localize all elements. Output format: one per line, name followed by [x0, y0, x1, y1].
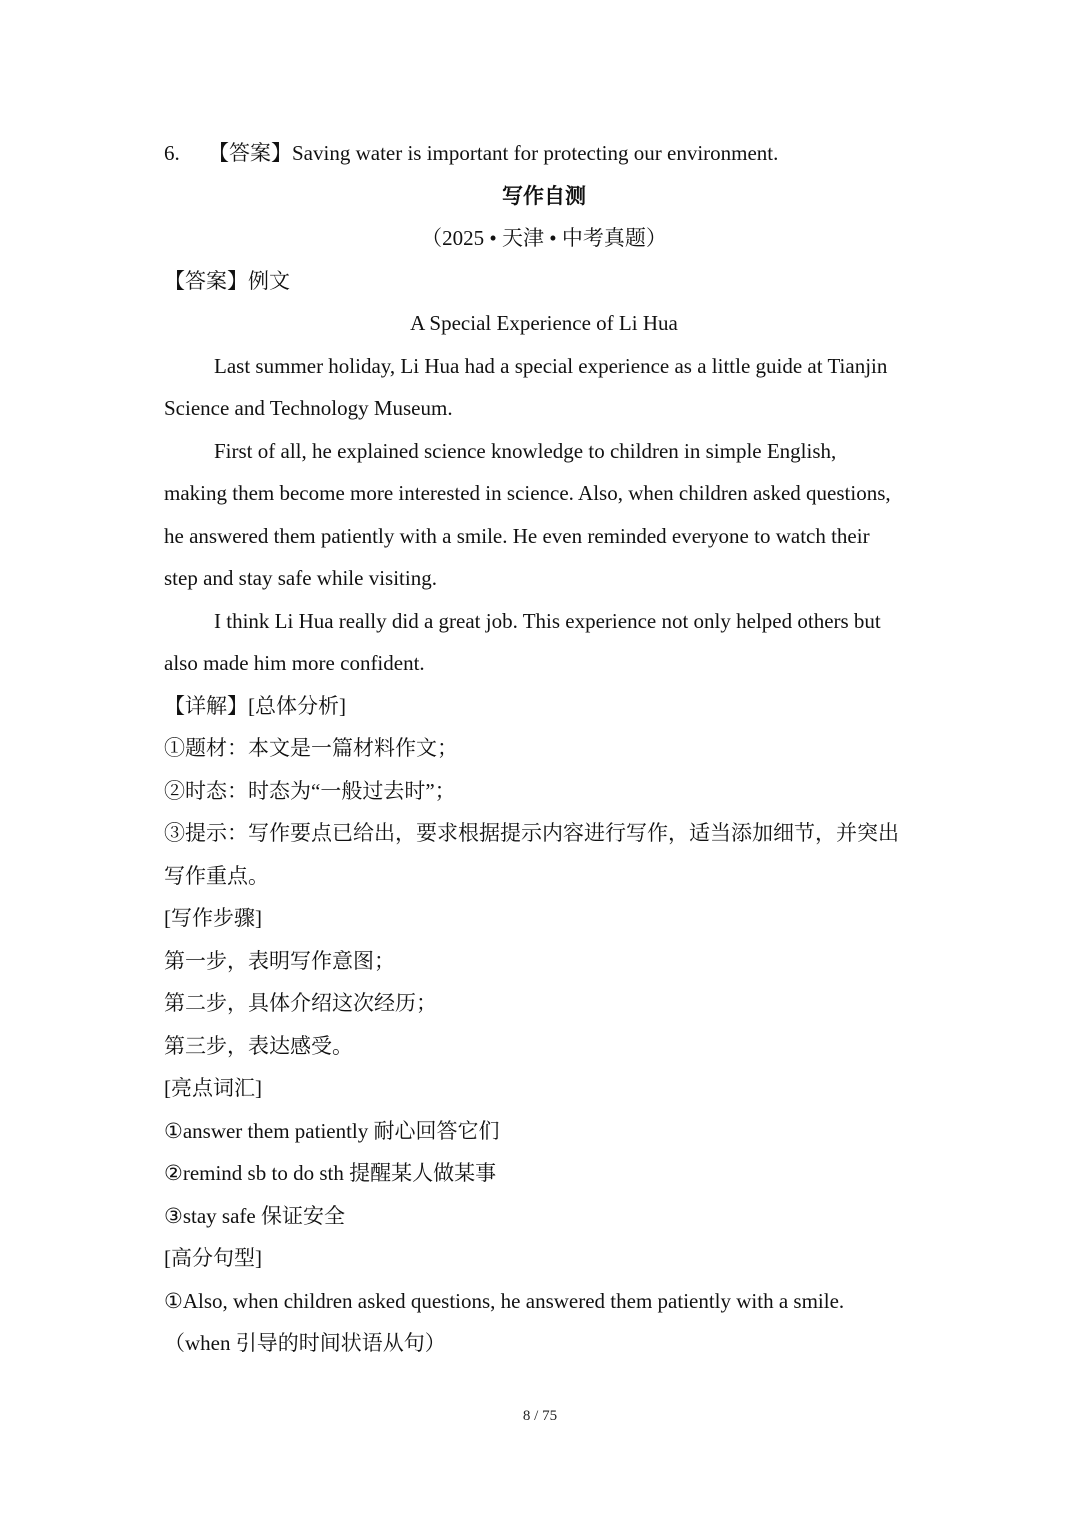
- analysis-point: ③提示：写作要点已给出，要求根据提示内容进行写作，适当添加细节，并突出: [164, 821, 899, 845]
- question-answer-text: 【答案】Saving water is important for protecting our environment.: [208, 141, 779, 165]
- answer-label: 【答案】例文: [164, 268, 290, 293]
- page-content: [164, 132, 924, 1365]
- essay-line: First of all, he explained science knowledge to children in simple English,: [214, 438, 837, 463]
- sentence-item: （when 引导的时间状语从句）: [164, 1331, 446, 1355]
- step-item: 第二步，具体介绍这次经历；: [164, 991, 437, 1015]
- essay-line: I think Li Hua really did a great job. This experience not only helped others but: [214, 608, 881, 633]
- step-item: 第三步，表达感受。: [164, 1033, 353, 1058]
- essay-line: also made him more confident.: [164, 651, 425, 675]
- essay-line: making them become more interested in science. Also, when children asked questions,: [164, 481, 891, 505]
- vocab-item: ②remind sb to do sth 提醒某人做某事: [164, 1161, 497, 1185]
- question-number: 6.: [164, 141, 180, 165]
- essay-line: he answered them patiently with a smile. He even reminded everyone to watch their: [164, 523, 870, 548]
- sentence-item: ①Also, when children asked questions, he answered them patiently with a smile.: [164, 1288, 845, 1313]
- sentences-heading: [高分句型]: [164, 1246, 262, 1270]
- analysis-point: ②时态：时态为“一般过去时”；: [164, 778, 456, 803]
- section-title: 写作自测: [502, 183, 586, 208]
- section-source: （2025 • 天津 • 中考真题）: [421, 226, 667, 250]
- vocab-item: ①answer them patiently 耐心回答它们: [164, 1118, 500, 1143]
- analysis-point: ①题材：本文是一篇材料作文；: [164, 736, 458, 760]
- analysis-heading: 【详解】[总体分析]: [164, 693, 346, 718]
- essay-title: A Special Experience of Li Hua: [410, 311, 678, 335]
- analysis-point: 写作重点。: [164, 863, 269, 888]
- essay-line: Science and Technology Museum.: [164, 396, 453, 420]
- essay-line: Last summer holiday, Li Hua had a special experience as a little guide at Tianjin: [214, 353, 888, 378]
- vocab-item: ③stay safe 保证安全: [164, 1203, 345, 1228]
- step-item: 第一步，表明写作意图；: [164, 948, 395, 973]
- steps-heading: [写作步骤]: [164, 906, 262, 930]
- page-number: 8 / 75: [522, 1408, 558, 1424]
- vocab-heading: [亮点词汇]: [164, 1076, 262, 1100]
- essay-line: step and stay safe while visiting.: [164, 566, 437, 590]
- question-6-answer: [164, 132, 924, 175]
